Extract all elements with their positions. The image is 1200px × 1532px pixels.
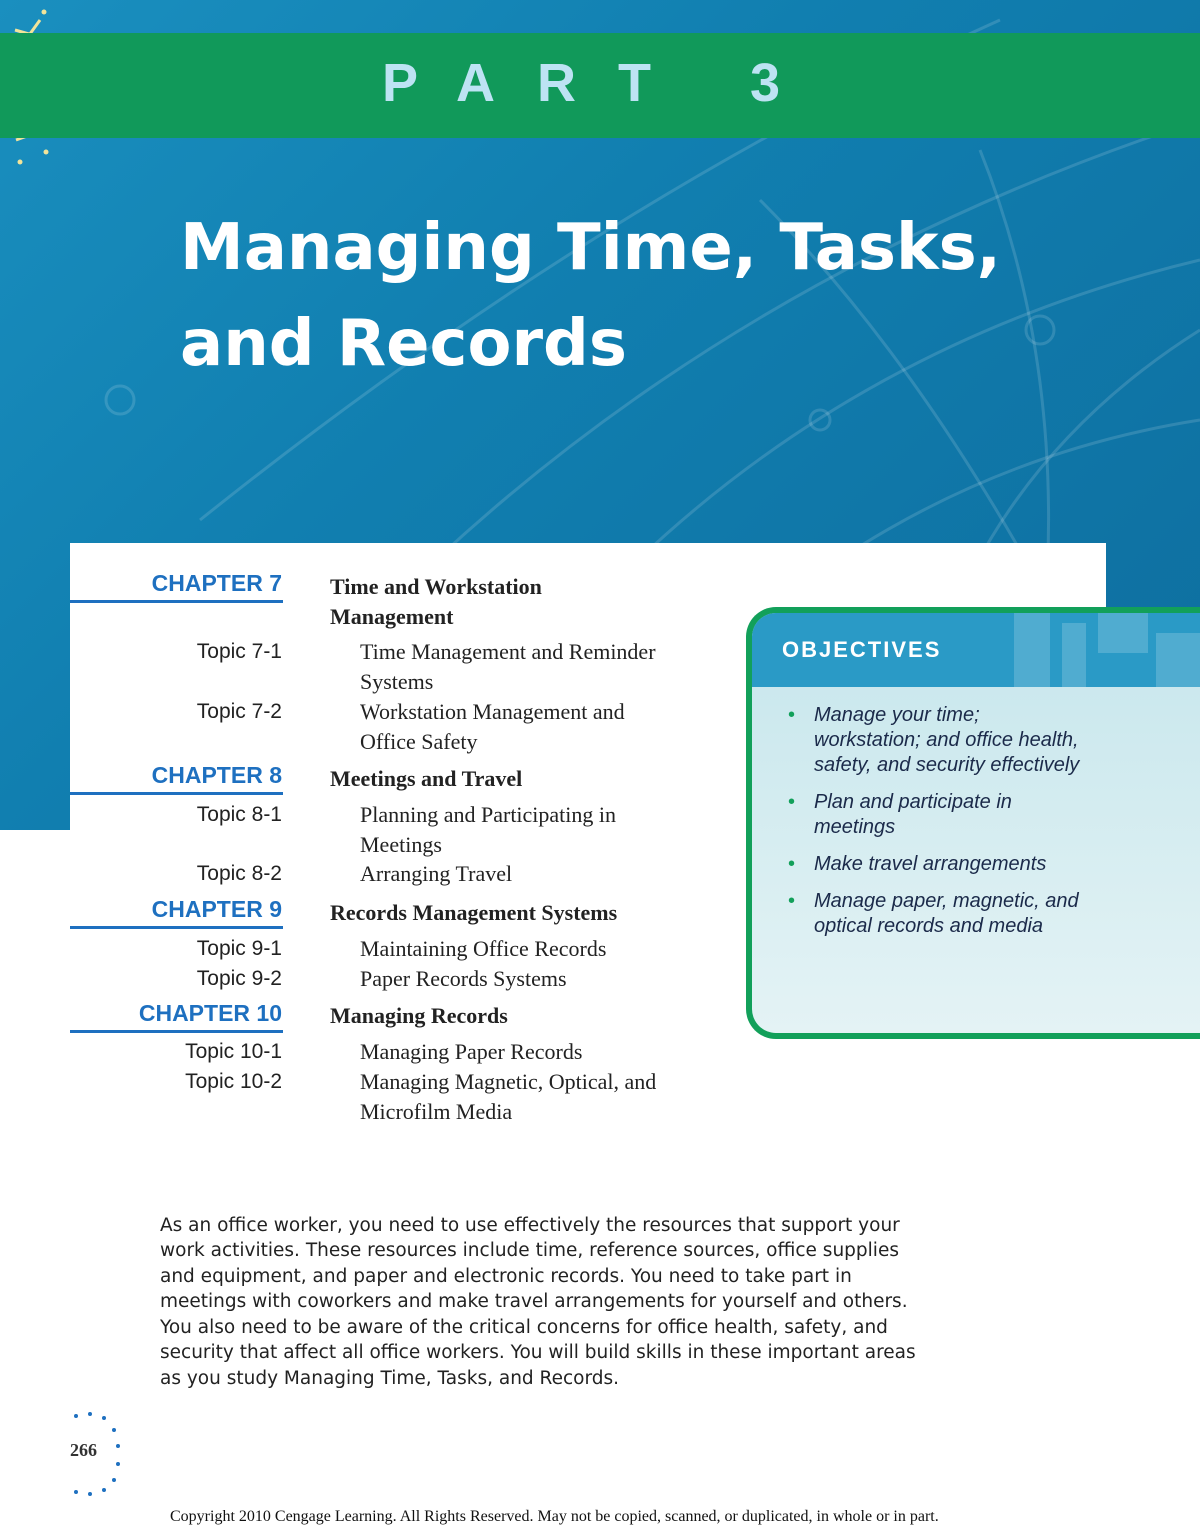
intro-paragraph: As an office worker, you need to use effectively the resources that support your work activities. These resources include time, reference sources, office supplies and equipment, and paper and electronic records. You need to take part in meetings with coworkers and make travel arrangements for yourself and others. You also need to be aware of the critical concerns for office health, safety, and security that affect all office workers. You will build skills in these important areas as you study Managing Time, Tasks, and Records. — [160, 1214, 916, 1390]
objectives-list — [788, 703, 1088, 951]
chapter-label: CHAPTER 7 — [151, 570, 282, 596]
chapter-label: CHAPTER 10 — [138, 1000, 282, 1026]
topic-title: Managing Magnetic, Optical, and Microfilm Media — [360, 1069, 657, 1124]
chapter-title: Time and Workstation Management — [330, 574, 542, 629]
chapter-title: Records Management Systems — [330, 900, 618, 925]
topic-title: Managing Paper Records — [360, 1039, 583, 1064]
topic-title: Arranging Travel — [360, 861, 513, 886]
bullet-icon: • — [788, 791, 796, 813]
bullet-icon: • — [788, 890, 796, 912]
chapter-rule — [70, 792, 283, 795]
page-title — [180, 200, 1080, 392]
topic-title: Paper Records Systems — [360, 966, 567, 991]
objective-item: • Plan and participate in meetings — [788, 791, 1012, 838]
chapter-rule — [70, 926, 283, 929]
chapter-rule — [70, 1030, 283, 1033]
topic-label: Topic 8-2 — [196, 862, 282, 885]
topic-label: Topic 9-2 — [196, 967, 282, 990]
part-label: PART 3 — [382, 53, 823, 113]
topic-title: Time Management and Reminder Systems — [360, 639, 656, 694]
page-number: 266 — [70, 1440, 97, 1460]
topic-title: Maintaining Office Records — [360, 936, 607, 961]
topic-label: Topic 7-2 — [196, 700, 282, 723]
objective-item: • Make travel arrangements — [788, 853, 1047, 875]
topic-label: Topic 10-1 — [185, 1040, 282, 1063]
topic-label: Topic 9-1 — [196, 937, 282, 960]
objectives-header — [752, 613, 1200, 687]
objective-item: • Manage paper, magnetic, and optical records and media — [788, 890, 1079, 937]
chapter-rule — [70, 600, 283, 603]
objectives-box — [746, 607, 1200, 1039]
objective-item: • Manage your time; workstation; and office health, safety, and security effectively — [788, 704, 1080, 776]
objectives-title: OBJECTIVES — [782, 637, 942, 662]
bullet-icon: • — [788, 704, 796, 726]
topic-label: Topic 10-2 — [185, 1070, 282, 1093]
chapter-title: Managing Records — [330, 1003, 508, 1028]
copyright-notice: Copyright 2010 Cengage Learning. All Rights Reserved. May not be copied, scanned, or duplicated, in whole or in part. — [170, 1508, 939, 1525]
chapter-label: CHAPTER 8 — [151, 762, 282, 788]
title-line-2: and Records — [180, 307, 627, 381]
chapter-label: CHAPTER 9 — [151, 896, 282, 922]
topic-label: Topic 7-1 — [196, 640, 282, 663]
bullet-icon: • — [788, 853, 796, 875]
topic-label: Topic 8-1 — [196, 803, 282, 826]
title-line-1: Managing Time, Tasks, — [180, 211, 1001, 285]
topic-title: Workstation Management and Office Safety — [360, 699, 625, 754]
topic-title: Planning and Participating in Meetings — [360, 802, 617, 857]
chapter-title: Meetings and Travel — [330, 766, 523, 791]
